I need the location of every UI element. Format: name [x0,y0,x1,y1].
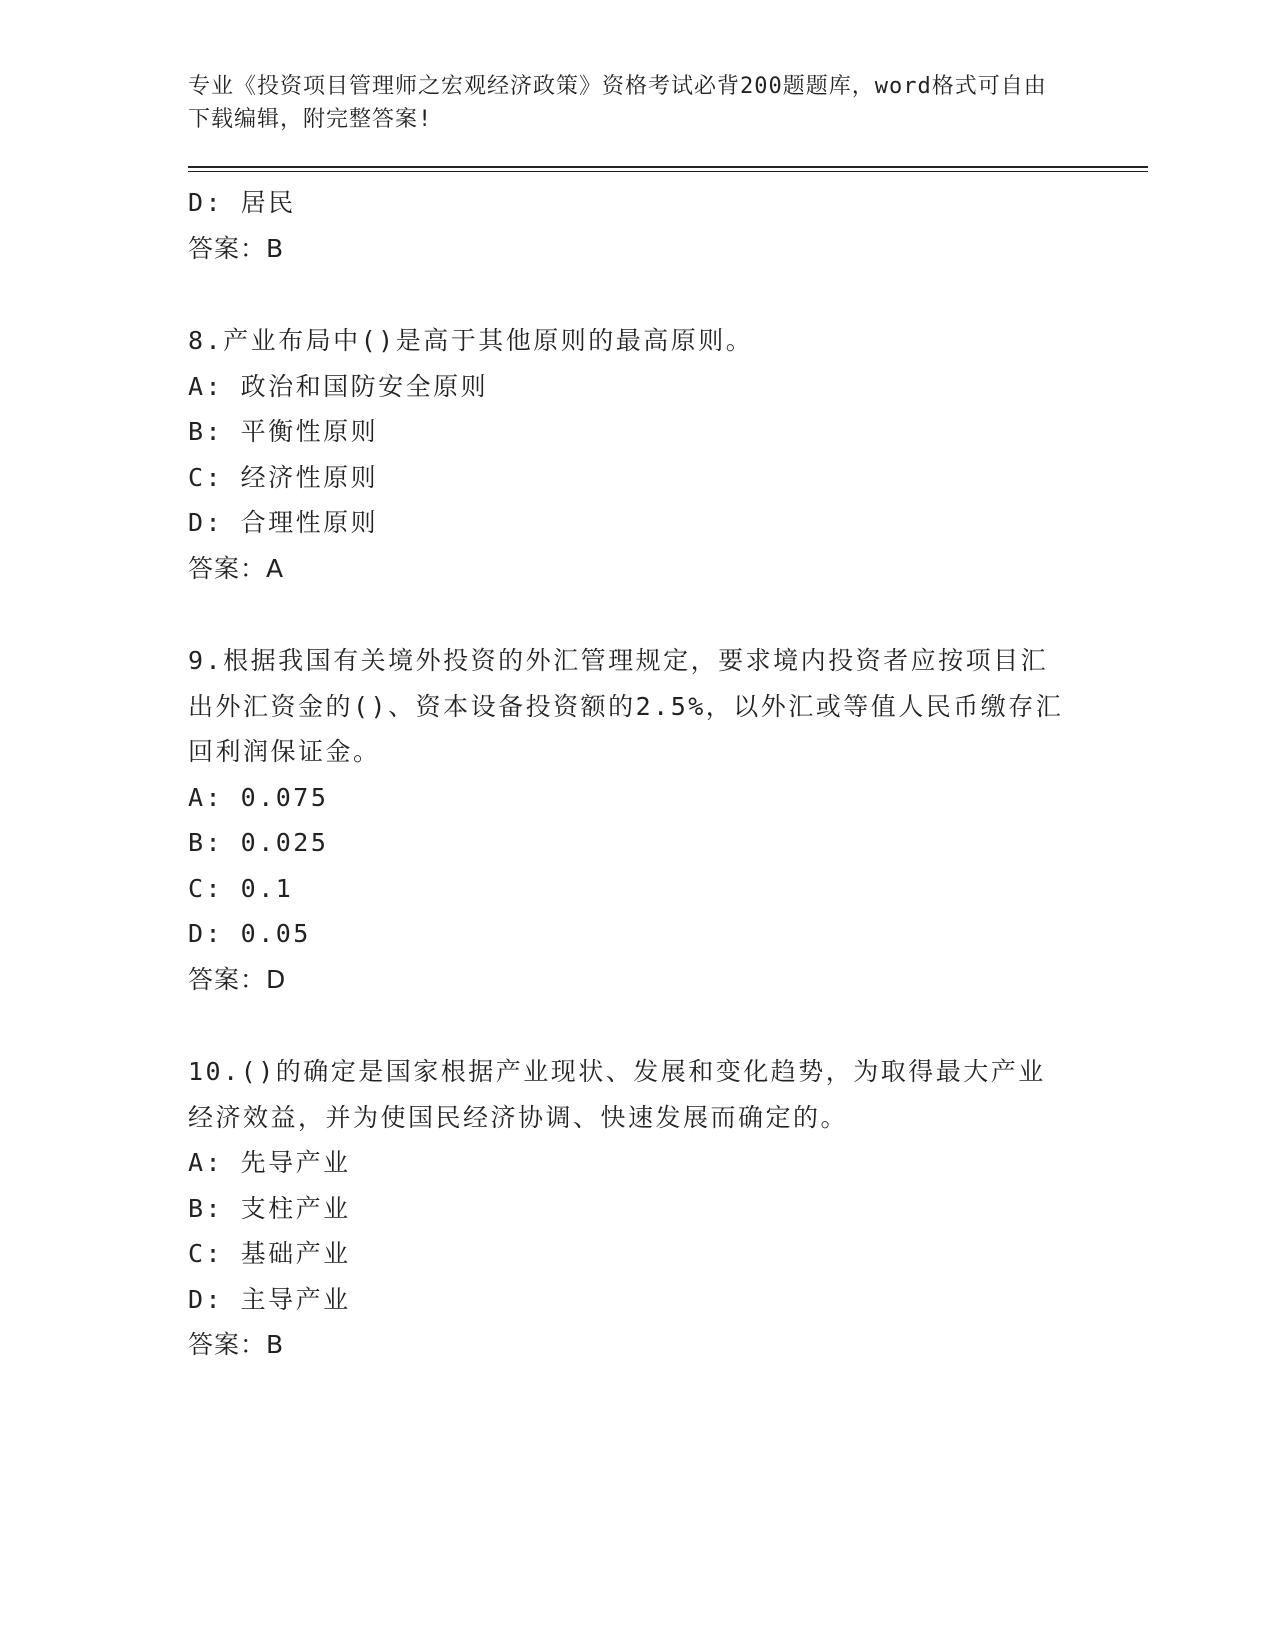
question-10 [188,1049,1148,1368]
question-8 [188,318,1148,591]
question-9 [188,638,1148,1002]
option-d: D: 合理性原则 [188,508,379,537]
answer: 答案：D [188,964,287,994]
divider-line-thin [188,171,1148,172]
option-a: A: 0.075 [188,782,329,812]
option-a: A: 先导产业 [188,1148,351,1177]
document-header: 专业《投资项目管理师之宏观经济政策》资格考试必背200题题库，word格式可自由下载编辑，附完整答案! [188,74,1047,132]
option-a: A: 政治和国防安全原则 [188,371,489,401]
question-stem: 9.根据我国有关境外投资的外汇管理规定，要求境内投资者应按项目汇出外汇资金的()、资本设备投资额的2.5%，以外汇或等值人民币缴存汇回利润保证金。 [188,646,1064,766]
answer: 答案：A [188,553,285,583]
prev-question-answer: 答案：B [188,233,285,263]
option-c: C: 经济性原则 [188,462,379,492]
option-c: C: 0.1 [188,873,294,903]
header-divider [188,166,1148,174]
option-b: B: 平衡性原则 [188,417,379,446]
option-b: B: 支柱产业 [188,1193,351,1223]
prev-question-option-d: D: 居民 [188,188,296,217]
divider-line-thick [188,166,1148,168]
option-b: B: 0.025 [188,828,329,857]
document-page [188,70,1148,1368]
question-stem: 10.()的确定是国家根据产业现状、发展和变化趋势，为取得最大产业经济效益，并为使国民经济协调、快速发展而确定的。 [188,1057,1046,1132]
question-stem: 8.产业布局中()是高于其他原则的最高原则。 [188,326,754,355]
option-c: C: 基础产业 [188,1239,351,1268]
answer: 答案：B [188,1330,285,1359]
option-d: D: 主导产业 [188,1284,351,1314]
option-d: D: 0.05 [188,919,311,948]
